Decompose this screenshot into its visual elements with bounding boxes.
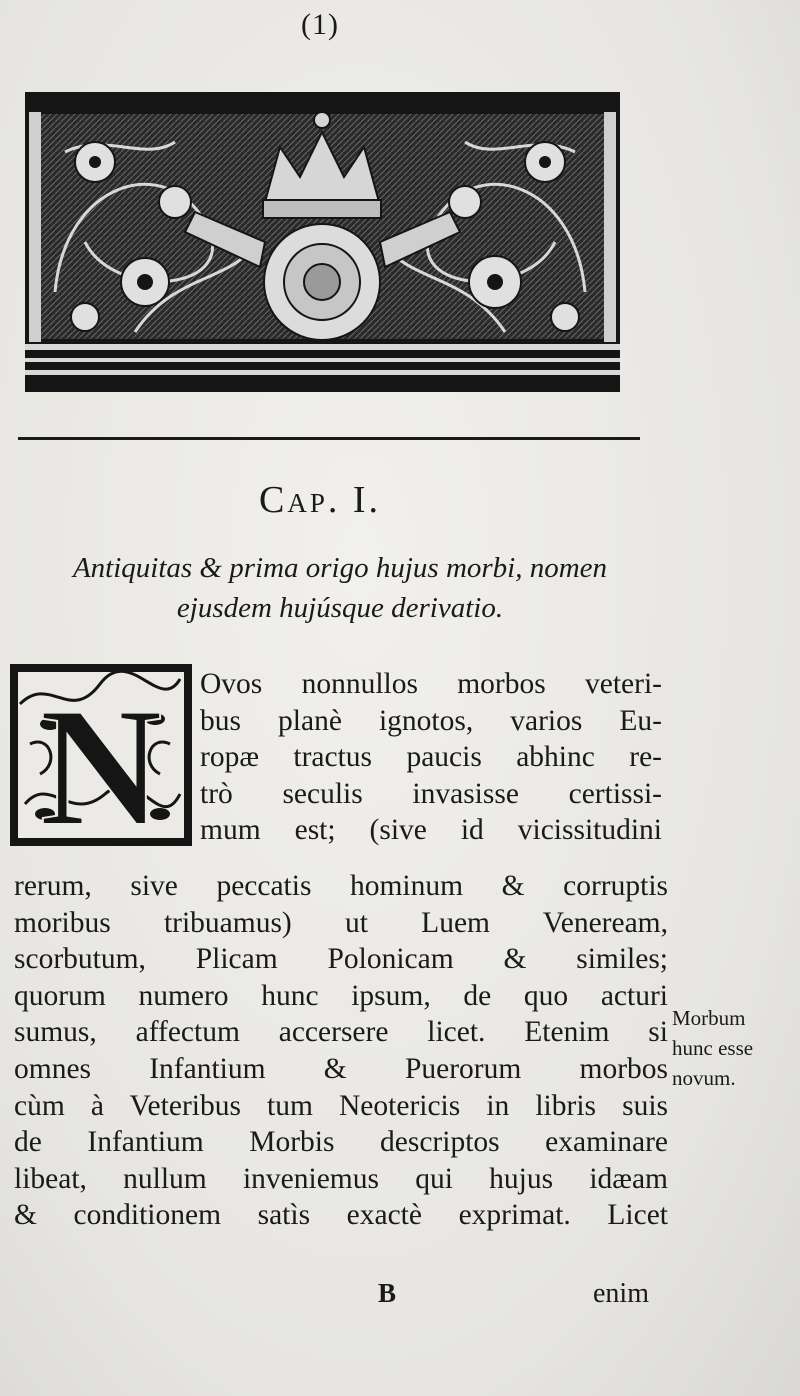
text-line: sumus, affectum accersere licet. Etenim si bbox=[14, 1016, 668, 1049]
subtitle-line: ejusdem hujúsque derivatio. bbox=[176, 592, 504, 624]
margin-note bbox=[672, 1003, 753, 1093]
text-line: mum est; (sive id vicissitudini bbox=[200, 814, 662, 847]
text-line: de Infantium Morbis descriptos examinare bbox=[14, 1126, 668, 1159]
text-line: trò seculis invasisse certissi- bbox=[200, 777, 662, 810]
horizontal-rule bbox=[18, 437, 640, 440]
margin-note-line: Morbum bbox=[672, 1006, 746, 1030]
text-line: cùm à Veteribus tum Neotericis in libris suis bbox=[14, 1089, 668, 1122]
chapter-heading: Cap. I. bbox=[258, 479, 381, 521]
text-line: scorbutum, Plicam Polonicam & similes; bbox=[14, 943, 668, 976]
text-line: libeat, nullum inveniemus qui hujus idæam bbox=[14, 1162, 668, 1195]
text-line: Ovos nonnullos morbos veteri- bbox=[200, 668, 662, 700]
paragraph-opening bbox=[200, 666, 662, 849]
text-line: & conditionem satìs exactè exprimat. Licet bbox=[14, 1199, 668, 1232]
subtitle-line: Antiquitas & prima origo hujus morbi, nomen bbox=[72, 552, 608, 584]
paragraph-body bbox=[14, 868, 668, 1234]
margin-note-line: novum. bbox=[672, 1066, 736, 1090]
text-line: moribus tribuamus) ut Luem Veneream, bbox=[14, 906, 668, 939]
woodcut-headpiece bbox=[25, 92, 620, 392]
text-line: ropæ tractus paucis abhinc re- bbox=[200, 741, 662, 774]
text-line: omnes Infantium & Puerorum morbos bbox=[14, 1052, 668, 1085]
chapter-subtitle bbox=[10, 548, 670, 628]
catchword: enim bbox=[593, 1278, 649, 1309]
text-line: rerum, sive peccatis hominum & corruptis bbox=[14, 870, 668, 902]
page-number: (1) bbox=[301, 8, 339, 41]
margin-note-line: hunc esse bbox=[672, 1036, 754, 1060]
text-line: quorum numero hunc ipsum, de quo acturi bbox=[14, 979, 668, 1012]
decorated-initial-letter bbox=[10, 664, 192, 846]
text-line: bus planè ignotos, varios Eu- bbox=[200, 704, 662, 737]
signature-mark: B bbox=[378, 1278, 397, 1308]
initial-glyph: N bbox=[39, 673, 163, 846]
